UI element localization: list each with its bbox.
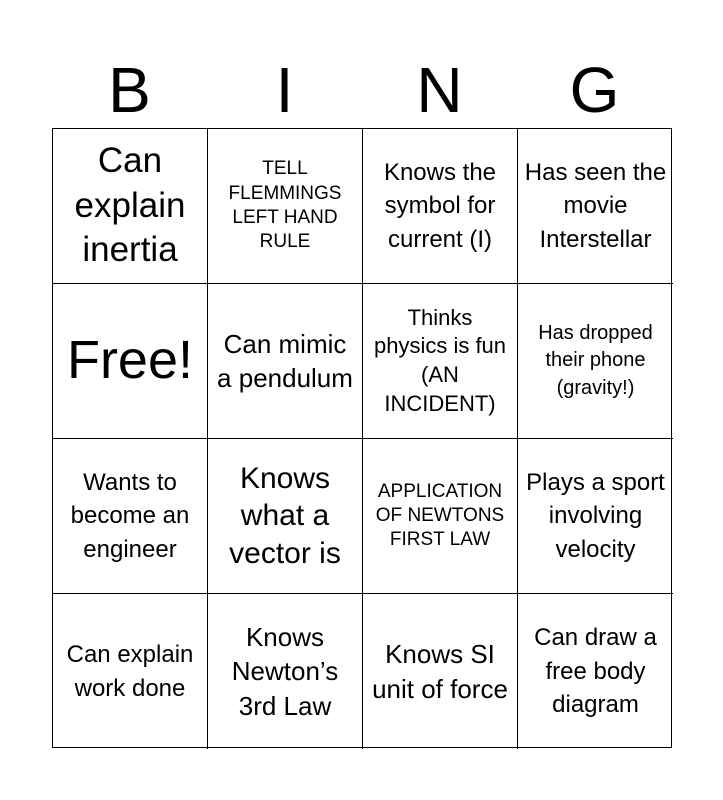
bingo-cell[interactable]: Has seen the movie Interstellar xyxy=(518,129,673,284)
bingo-cell[interactable]: Wants to become an engineer xyxy=(53,439,208,594)
bingo-header xyxy=(52,52,672,128)
header-letter-i: I xyxy=(275,54,294,126)
bingo-cell[interactable]: Thinks physics is fun (AN INCIDENT) xyxy=(363,284,518,439)
bingo-cell[interactable]: Knows the symbol for current (I) xyxy=(363,129,518,284)
bingo-cell[interactable]: Knows Newton’s 3rd Law xyxy=(208,594,363,749)
header-letter-n: N xyxy=(416,54,463,126)
bingo-cell[interactable]: Can explain inertia xyxy=(53,129,208,284)
bingo-cell[interactable]: Knows what a vector is xyxy=(208,439,363,594)
bingo-cell[interactable]: Can draw a free body diagram xyxy=(534,624,657,719)
bingo-cell[interactable]: Plays a sport involving velocity xyxy=(518,439,673,594)
header-letter-g: G xyxy=(569,54,620,126)
bingo-cell[interactable]: Can explain work done xyxy=(53,594,208,749)
free-space-cell[interactable]: Free! xyxy=(53,284,208,439)
bingo-cell[interactable]: TELL FLEMMINGS LEFT HAND RULE xyxy=(208,129,363,284)
header-letter-b: B xyxy=(108,54,151,126)
bingo-cell[interactable]: APPLICATION OF NEWTONS FIRST LAW xyxy=(363,439,518,594)
bingo-cell[interactable]: Can mimic a pendulum xyxy=(208,284,363,439)
bingo-card-grid xyxy=(52,128,672,748)
bingo-cell[interactable]: Has dropped their phone (gravity!) xyxy=(518,284,673,439)
bingo-cell[interactable]: Knows SI unit of force xyxy=(363,594,518,749)
